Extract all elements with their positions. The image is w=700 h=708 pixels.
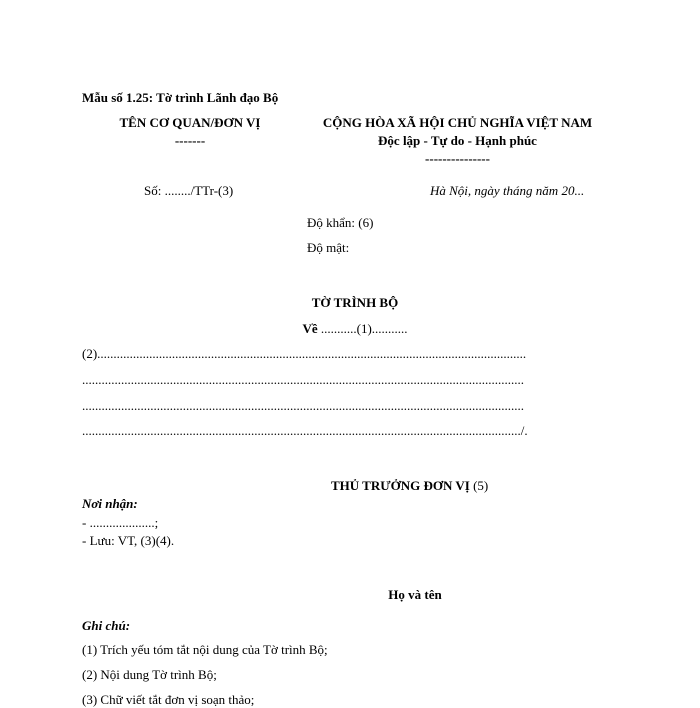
note-item: (2) Nội dung Tờ trình Bộ; [82, 667, 217, 682]
recipients-label: Nơi nhận: [82, 496, 138, 511]
signer-title-text: THỦ TRƯỞNG ĐƠN VỊ [331, 478, 470, 493]
note-item: (1) Trích yếu tóm tắt nội dung của Tờ trình Bộ; [82, 642, 328, 657]
body-line: (2).................................................................................................................................... [82, 346, 527, 361]
secrecy-level: Độ mật: [307, 240, 350, 255]
recipient-item: - ....................; [82, 515, 159, 530]
agency-divider: ------- [174, 133, 206, 148]
body-line: ......................................................................................................................................./. [82, 423, 528, 438]
place-date: Hà Nội, ngày tháng năm 20... [430, 183, 585, 198]
note-item: (3) Chữ viết tắt đơn vị soạn thảo; [82, 692, 255, 707]
urgency-level: Độ khẩn: (6) [307, 215, 374, 230]
signer-ref: (5) [469, 478, 489, 493]
motto-divider: --------------- [425, 151, 490, 166]
signer-name: Họ và tên [388, 587, 442, 602]
subject-prefix: Về [302, 321, 318, 336]
document-number: Số: ......../TTr-(3) [144, 183, 234, 198]
notes-label: Ghi chú: [82, 618, 131, 633]
document-title: TỜ TRÌNH BỘ [311, 295, 399, 310]
body-line: ........................................................................................................................................ [82, 372, 524, 387]
body-line: ........................................................................................................................................ [82, 398, 524, 413]
document-subject [255, 321, 455, 337]
signer-title [331, 478, 488, 494]
agency-name: TÊN CƠ QUAN/ĐƠN VỊ [119, 115, 261, 130]
national-motto: Độc lập - Tự do - Hạnh phúc [378, 133, 537, 148]
country-name: CỘNG HÒA XÃ HỘI CHỦ NGHĨA VIỆT NAM [322, 115, 593, 130]
subject-placeholder: ...........(1)........... [317, 321, 408, 336]
form-title: Mẫu số 1.25: Tờ trình Lãnh đạo Bộ [82, 90, 279, 105]
recipient-item: - Lưu: VT, (3)(4). [82, 533, 175, 548]
